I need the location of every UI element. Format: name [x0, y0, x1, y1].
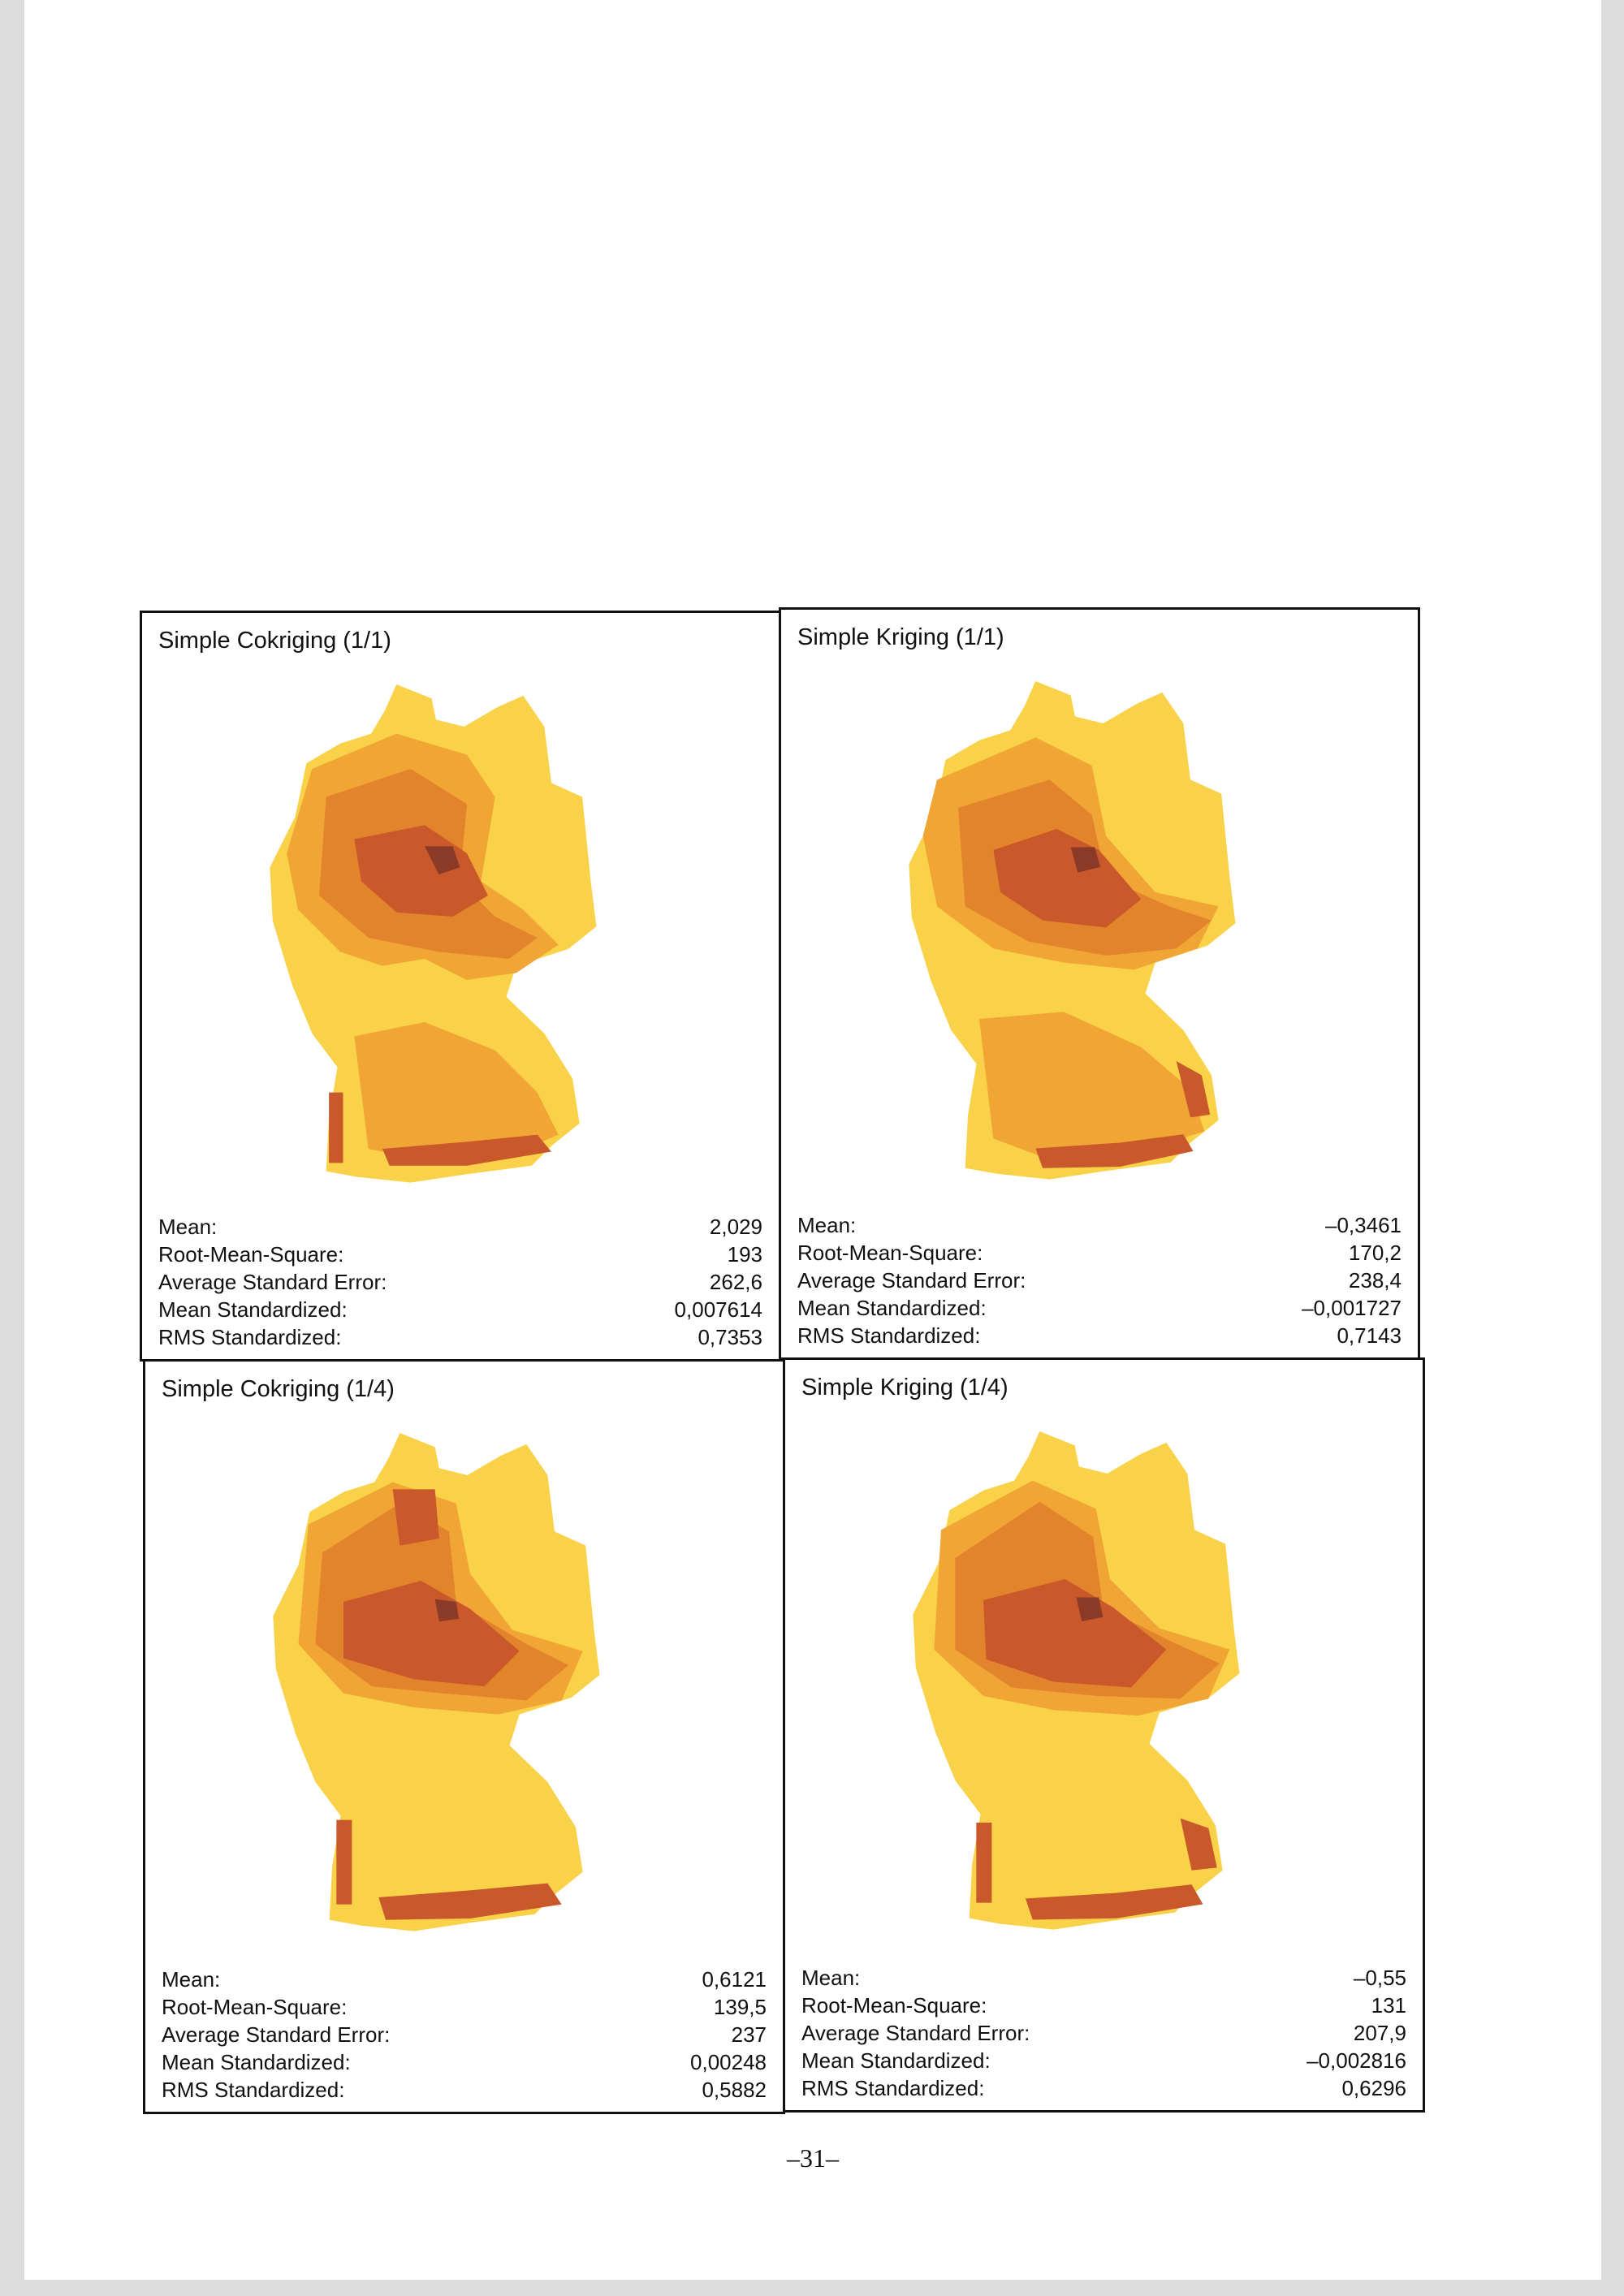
stat-row-rms [797, 1239, 1402, 1267]
stat-label: Mean: [158, 1215, 218, 1239]
stat-label: Mean Standardized: [162, 2050, 351, 2074]
germany-map [895, 667, 1317, 1202]
germany-map [259, 1418, 681, 1954]
stat-row-rms-std [158, 1323, 762, 1351]
page-number: –31– [787, 2143, 839, 2173]
stat-value: 2,029 [709, 1215, 762, 1239]
stat-value: –0,3461 [1325, 1213, 1402, 1237]
map-region-red-north [393, 1489, 439, 1545]
stat-label: RMS Standardized: [162, 2078, 345, 2102]
stat-row-rms-std [162, 2076, 767, 2104]
panel-simple-cokriging-1-1 [140, 611, 781, 1362]
stat-value: 0,7353 [698, 1325, 762, 1349]
panel-simple-kriging-1-4 [783, 1357, 1425, 2113]
stat-value: 170,2 [1348, 1241, 1402, 1265]
stat-value: 0,00248 [690, 2050, 767, 2074]
stat-label: RMS Standardized: [801, 2076, 985, 2100]
stat-row-mean [158, 1213, 762, 1241]
stat-row-mean [162, 1966, 767, 1993]
stat-row-mean [797, 1211, 1402, 1239]
stat-label: Root-Mean-Square: [801, 1993, 987, 2018]
stat-row-ase [797, 1267, 1402, 1294]
panel-simple-cokriging-1-4 [143, 1359, 785, 2114]
map-graphic [256, 670, 678, 1206]
stat-value: –0,001727 [1302, 1296, 1402, 1320]
stat-label: Mean Standardized: [797, 1296, 987, 1320]
document-page [24, 0, 1601, 2280]
map-region-dark [435, 1599, 459, 1622]
stat-label: Mean Standardized: [801, 2048, 991, 2073]
stat-label: Root-Mean-Square: [797, 1241, 983, 1265]
stat-label: Average Standard Error: [158, 1270, 387, 1294]
stat-row-mean-std [162, 2048, 767, 2076]
map-region-red-west [976, 1823, 991, 1903]
stat-row-rms [158, 1241, 762, 1268]
stat-label: RMS Standardized: [797, 1323, 981, 1348]
statistics-table [801, 1964, 1406, 2102]
stat-value: –0,002816 [1307, 2048, 1406, 2073]
stat-label: Root-Mean-Square: [158, 1242, 344, 1267]
map-region-red-west [329, 1093, 343, 1163]
statistics-table [162, 1966, 767, 2104]
stat-row-mean [801, 1964, 1406, 1992]
stat-row-mean-std [801, 2047, 1406, 2074]
stat-row-ase [158, 1268, 762, 1296]
stat-row-rms [801, 1992, 1406, 2019]
panel-simple-kriging-1-1 [779, 607, 1420, 1360]
stat-label: Root-Mean-Square: [162, 1995, 348, 2019]
stat-row-rms-std [797, 1322, 1402, 1349]
stat-value: 0,7143 [1337, 1323, 1402, 1348]
germany-map [256, 670, 678, 1206]
stat-label: Mean: [162, 1967, 221, 1992]
stat-value: –0,55 [1353, 1966, 1406, 1990]
stat-row-ase [162, 2021, 767, 2048]
stat-label: RMS Standardized: [158, 1325, 342, 1349]
statistics-table [158, 1213, 762, 1351]
stat-value: 262,6 [709, 1270, 762, 1294]
stat-label: Average Standard Error: [797, 1268, 1026, 1293]
stat-value: 139,5 [713, 1995, 767, 2019]
stat-value: 0,007614 [674, 1297, 762, 1322]
statistics-table [797, 1211, 1402, 1349]
map-graphic [259, 1418, 681, 1954]
stat-value: 0,6121 [702, 1967, 767, 1992]
stat-row-ase [801, 2019, 1406, 2047]
map-graphic [895, 667, 1317, 1202]
stat-value: 131 [1371, 1993, 1406, 2018]
panel-title: Simple Kriging (1/4) [801, 1375, 1009, 1400]
stat-row-mean-std [797, 1294, 1402, 1322]
panel-title: Simple Cokriging (1/4) [162, 1376, 395, 1402]
stat-label: Mean: [801, 1966, 861, 1990]
stat-row-rms [162, 1993, 767, 2021]
stat-label: Mean: [797, 1213, 857, 1237]
panel-title: Simple Cokriging (1/1) [158, 628, 391, 654]
stat-value: 193 [727, 1242, 762, 1267]
map-region-red-west [336, 1820, 352, 1905]
stat-value: 238,4 [1348, 1268, 1402, 1293]
panel-title: Simple Kriging (1/1) [797, 624, 1004, 650]
stat-value: 237 [731, 2022, 767, 2047]
stat-label: Average Standard Error: [162, 2022, 391, 2047]
map-graphic [899, 1417, 1321, 1953]
stat-value: 207,9 [1353, 2021, 1406, 2045]
germany-map [899, 1417, 1321, 1953]
stat-label: Average Standard Error: [801, 2021, 1030, 2045]
stat-row-rms-std [801, 2074, 1406, 2102]
stat-value: 0,5882 [702, 2078, 767, 2102]
stat-value: 0,6296 [1341, 2076, 1406, 2100]
stat-row-mean-std [158, 1296, 762, 1323]
stat-label: Mean Standardized: [158, 1297, 348, 1322]
